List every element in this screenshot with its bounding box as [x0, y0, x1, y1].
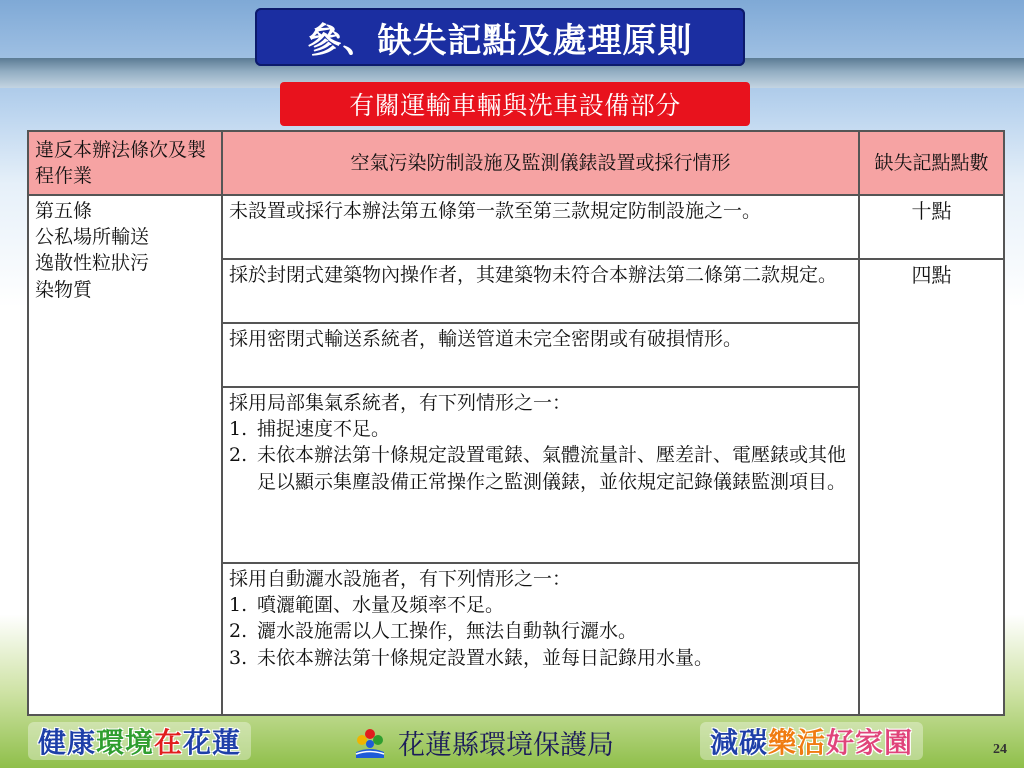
list-number: 2. [229, 620, 248, 643]
organization-branding [350, 722, 614, 762]
page-number: 24 [993, 742, 1007, 757]
condition-cell: 採用密閉式輸送系統者，輸送管道未完全密閉或有破損情形。 [222, 323, 859, 387]
rules-table [27, 130, 1005, 716]
law-text-line: 逸散性粒狀污 [35, 252, 150, 275]
table-header-row [28, 131, 1004, 195]
list-number: 2. [229, 444, 248, 467]
slogan-segment: 在 [154, 726, 184, 759]
slogan-segment: 花蓮 [183, 726, 242, 759]
slogan-right [700, 722, 923, 760]
header-violation-article: 違反本辦法條次及製程作業 [28, 131, 222, 195]
slogan-left [28, 722, 251, 760]
law-text-line: 染物質 [35, 278, 93, 301]
condition-cell: 採於封閉式建築物內操作者，其建築物未符合本辦法第二條第二款規定。 [222, 259, 859, 323]
list-text: 噴灑範圍、水量及頻率不足。 [257, 594, 505, 617]
list-text: 灑水設施需以人工操作，無法自動執行灑水。 [257, 620, 638, 643]
condition-list-item [229, 592, 852, 618]
condition-intro: 採用局部集氣系統者，有下列情形之一： [229, 392, 572, 414]
header-facility-condition: 空氣污染防制設施及監測儀錶設置或採行情形 [222, 131, 859, 195]
list-number: 3. [229, 646, 248, 669]
condition-list-item [229, 416, 852, 442]
law-text-line: 公私場所輸送 [35, 226, 150, 249]
slogan-segment: 減碳 [710, 726, 769, 759]
list-number: 1. [229, 594, 248, 617]
slogan-segment: 好 [826, 726, 856, 759]
law-article: 第五條 [35, 200, 93, 222]
condition-cell [222, 563, 859, 715]
list-text: 捕捉速度不足。 [257, 418, 391, 441]
law-article-cell [28, 195, 222, 715]
condition-list-item [229, 618, 852, 644]
slogan-segment: 環境 [96, 726, 155, 759]
condition-cell: 未設置或採行本辦法第五條第一款至第三款規定防制設施之一。 [222, 195, 859, 259]
slogan-segment: 家園 [855, 726, 914, 759]
header-penalty-points: 缺失記點點數 [859, 131, 1004, 195]
condition-list-item [229, 442, 852, 494]
slide-title [255, 8, 745, 66]
epb-logo-icon [350, 722, 390, 762]
slogan-segment: 樂活 [768, 726, 827, 759]
points-four-cell: 四點 [859, 259, 1004, 715]
points-ten-cell: 十點 [859, 195, 1004, 259]
slide-subtitle [280, 82, 750, 126]
condition-cell [222, 387, 859, 563]
table-row [28, 195, 1004, 259]
slide-subtitle-text: 有關運輸車輛與洗車設備部分 [349, 91, 681, 120]
slogan-segment: 健康 [38, 726, 97, 759]
condition-intro: 採用自動灑水設施者，有下列情形之一： [229, 568, 572, 590]
organization-name: 花蓮縣環境保護局 [398, 729, 614, 761]
condition-list-item [229, 645, 852, 671]
list-number: 1. [229, 418, 248, 441]
list-text: 未依本辦法第十條規定設置水錶，並每日記錄用水量。 [257, 646, 714, 669]
slide-title-text: 參、缺失記點及處理原則 [307, 20, 693, 61]
list-text: 未依本辦法第十條規定設置電錶、氣體流量計、壓差計、電壓錶或其他足以顯示集塵設備正常操作之監測儀錶，並依規定記錄儀錶監測項目。 [257, 444, 847, 493]
